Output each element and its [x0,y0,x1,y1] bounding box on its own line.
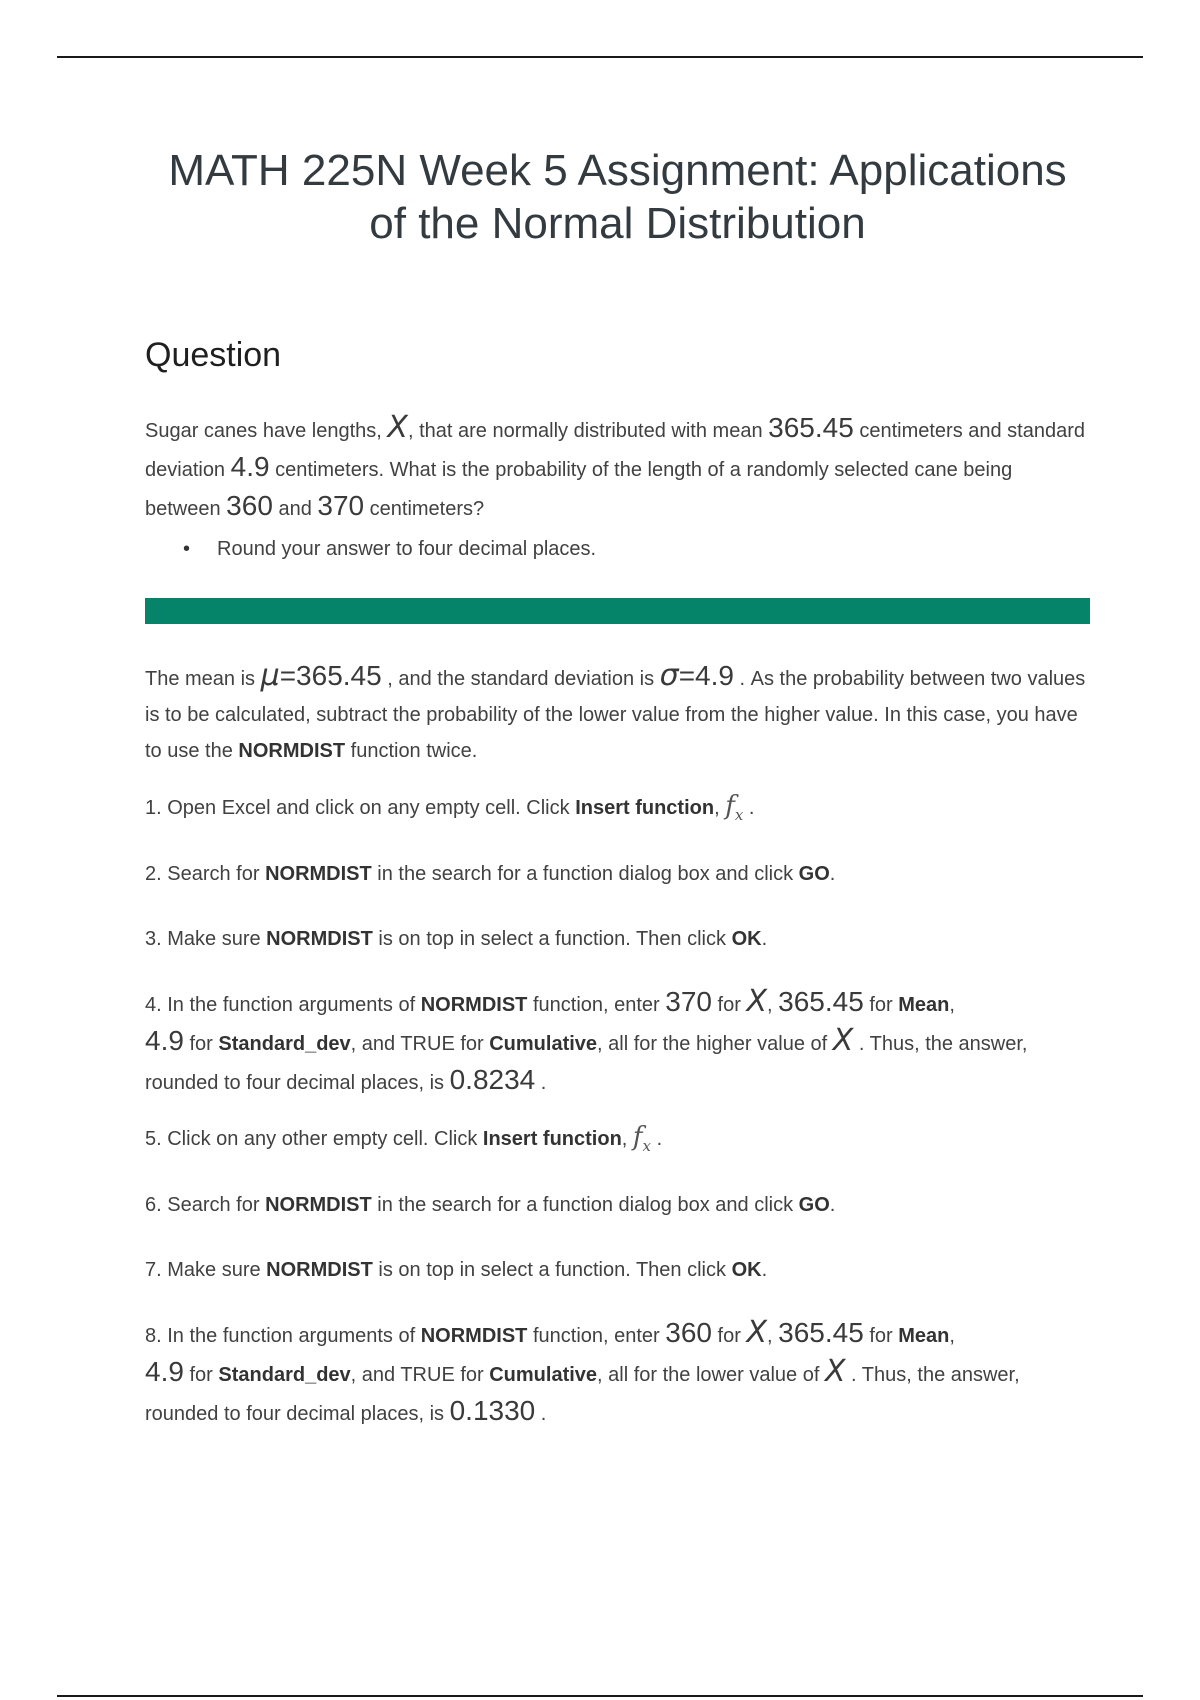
sd-value: 4.9 [230,451,270,482]
explanation-text: The mean is μ=365.45 , and the standard deviation is σ=4.9 . As the probability between two values is to be calculated, subtract the probability of the lower value from the higher value. In this case, you have to use the NORMDIST function twice. [145,658,1086,762]
step-1: 1. Open Excel and click on any empty cell. Click Insert function, $f_x$ . [145,791,755,825]
fx-icon: $f_x$ [725,791,744,825]
step-6: 6. Search for NORMDIST in the search for a function dialog box and click GO. [145,1194,836,1216]
step-3: 3. Make sure NORMDIST is on top in select a function. Then click OK. [145,928,768,950]
step-7: 7. Make sure NORMDIST is on top in select a function. Then click OK. [145,1259,768,1281]
step-5: 5. Click on any other empty cell. Click Insert function, $f_x$ . [145,1122,663,1156]
step-8: 8. In the function arguments of NORMDIST function, enter 360 for X, 365.45 for Mean, 4.9 for Standard_dev, and TRUE for Cumulative, all for the lower value of X . Thus, the answer, rounded to four decimal places, is 0.1330 . [145,1315,1020,1426]
page-title: MATH 225N Week 5 Assignment: Applications of the Normal Distribution [168,146,1067,248]
top-rule [57,56,1143,58]
question-text: Sugar canes have lengths, X, that are normally distributed with mean 365.45 centimeters and standard deviation 4.9 centimeters. What is the probability of the length of a randomly selected cane being between 360 and 370 centimeters? [145,410,1086,521]
answer-higher: 0.8234 [449,1064,536,1095]
instruction-list [183,538,596,561]
mu-symbol: μ [260,658,280,693]
answer-lower: 0.1330 [449,1395,536,1426]
bottom-rule [57,1695,1143,1697]
step-2: 2. Search for NORMDIST in the search for a function dialog box and click GO. [145,863,836,885]
fx-icon: $f_x$ [632,1122,652,1156]
instruction-item: • Round your answer to four decimal places. [183,538,596,561]
sigma-symbol: σ [659,658,679,693]
mean-value: 365.45 [768,412,854,443]
variable-x: X [387,410,408,445]
answer-divider-bar [145,598,1090,624]
lower-bound: 360 [226,490,273,521]
question-heading: Question [145,336,282,374]
upper-bound: 370 [317,490,365,521]
step-4: 4. In the function arguments of NORMDIST function, enter 370 for X, 365.45 for Mean, 4.9 for Standard_dev, and TRUE for Cumulative, all for the higher value of X . Thus, the answer, rounded to four decimal places, is 0.8234 . [145,984,1028,1095]
